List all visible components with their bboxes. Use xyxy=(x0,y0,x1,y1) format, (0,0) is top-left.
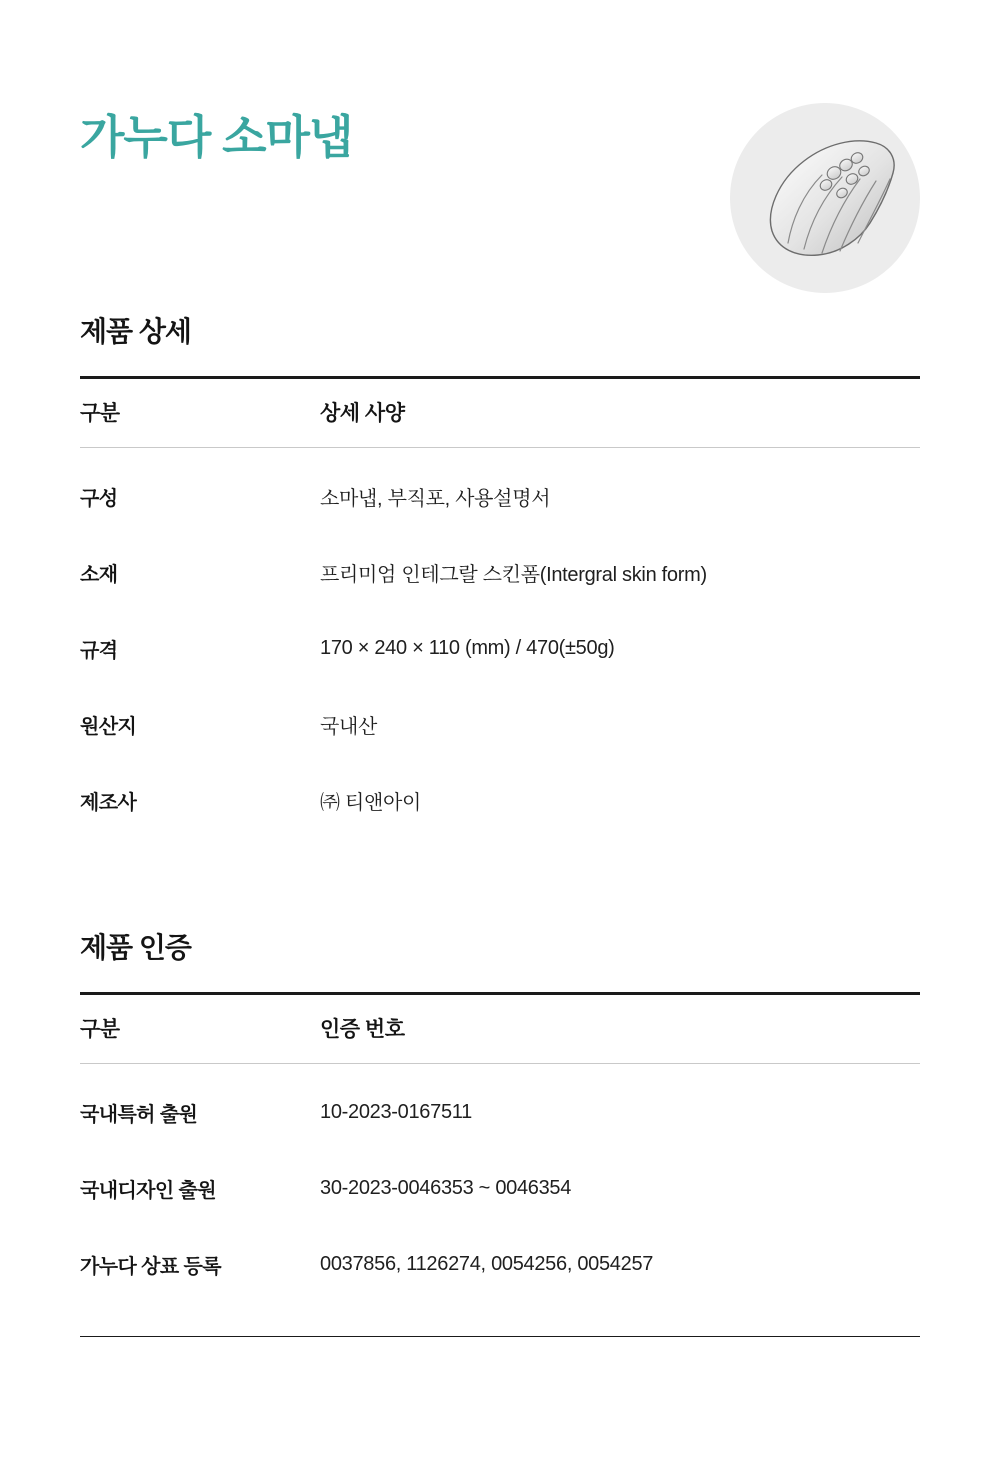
row-value-size: 170 × 240 × 110 (mm) / 470(±50g) xyxy=(320,637,615,659)
table-row xyxy=(80,610,920,686)
row-label-origin: 원산지 xyxy=(80,716,137,738)
column-header-cert-number: 인증 번호 xyxy=(320,994,920,1064)
row-label-domestic-patent: 국내특허 출원 xyxy=(80,1104,198,1126)
row-value-domestic-patent: 10-2023-0167511 xyxy=(320,1101,472,1123)
row-value-material: 프리미엄 인테그랄 스킨폼(Intergral skin form) xyxy=(320,564,707,586)
table-row xyxy=(80,1064,920,1151)
table-bottom-divider xyxy=(80,1336,920,1337)
table-row xyxy=(80,534,920,610)
product-detail-table xyxy=(80,376,920,838)
row-label-material: 소재 xyxy=(80,564,118,586)
table-row xyxy=(80,1150,920,1226)
row-value-trademark: 0037856, 1126274, 0054256, 0054257 xyxy=(320,1253,654,1275)
table-row xyxy=(80,686,920,762)
row-label-domestic-design: 국내디자인 출원 xyxy=(80,1180,216,1202)
pillow-product-icon xyxy=(730,103,920,293)
page-title: 가누다 소마냅 xyxy=(80,111,353,163)
row-label-composition: 구성 xyxy=(80,488,118,510)
page-header xyxy=(80,0,920,250)
product-thumbnail xyxy=(730,103,920,293)
product-certification-table xyxy=(80,992,920,1302)
row-value-domestic-design: 30-2023-0046353 ~ 0046354 xyxy=(320,1177,572,1199)
product-certification-section xyxy=(80,926,920,1337)
row-label-size: 규격 xyxy=(80,640,118,662)
product-detail-section xyxy=(80,310,920,838)
table-header-row xyxy=(80,994,920,1064)
row-value-manufacturer: ㈜ 티앤아이 xyxy=(320,792,422,814)
row-value-origin: 국내산 xyxy=(320,716,378,738)
column-header-category: 구분 xyxy=(80,378,320,448)
table-row xyxy=(80,448,920,535)
row-value-composition: 소마냅, 부직포, 사용설명서 xyxy=(320,488,551,510)
table-row xyxy=(80,1226,920,1302)
column-header-category: 구분 xyxy=(80,994,320,1064)
column-header-spec: 상세 사양 xyxy=(320,378,920,448)
row-label-trademark: 가누다 상표 등록 xyxy=(80,1256,221,1278)
row-label-manufacturer: 제조사 xyxy=(80,792,137,814)
table-header-row xyxy=(80,378,920,448)
table-row xyxy=(80,762,920,838)
product-detail-heading: 제품 상세 xyxy=(80,316,191,347)
product-certification-heading: 제품 인증 xyxy=(80,932,191,963)
